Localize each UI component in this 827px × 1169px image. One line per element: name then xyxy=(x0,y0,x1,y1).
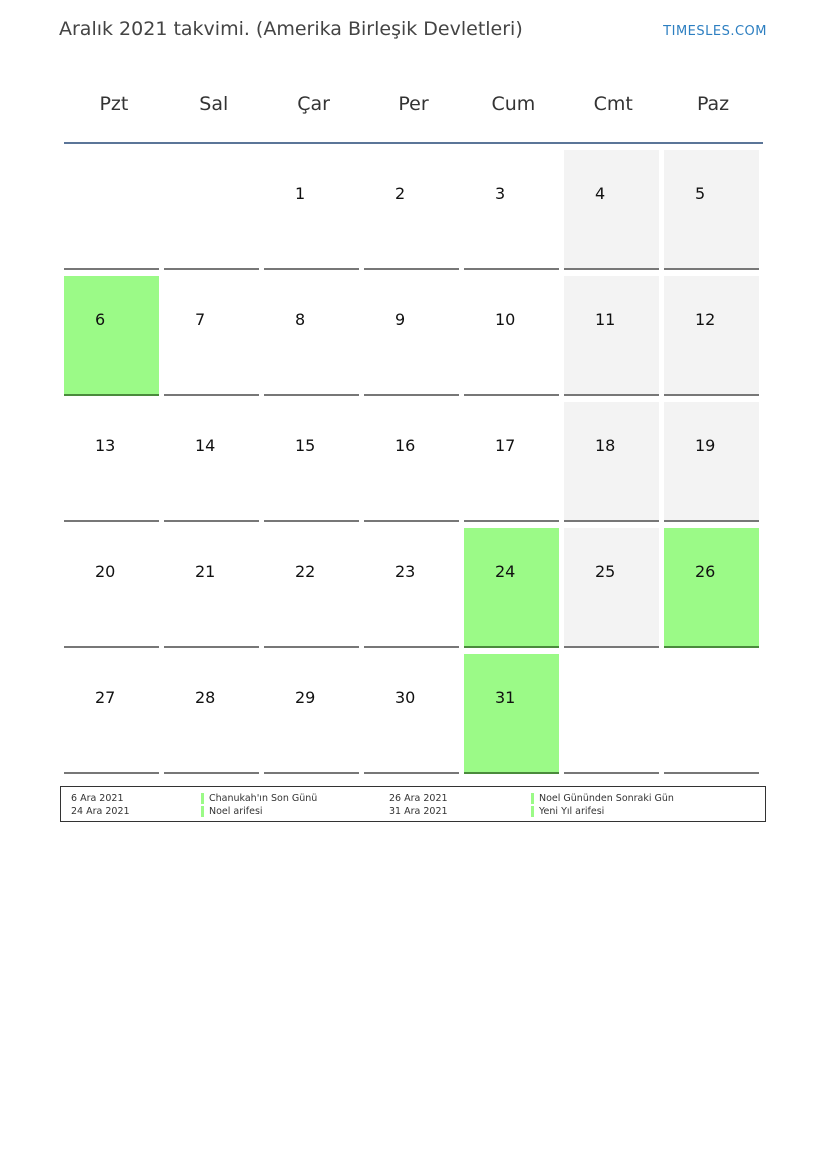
day-cell xyxy=(464,150,559,270)
day-cell xyxy=(164,528,259,648)
day-number: 8 xyxy=(295,310,306,329)
day-number: 28 xyxy=(195,688,216,707)
day-cell xyxy=(164,276,259,396)
legend-date: 6 Ara 2021 xyxy=(71,793,124,804)
day-cell xyxy=(264,528,359,648)
brand-logo-text[interactable]: TIMESLES.COM xyxy=(663,24,767,39)
weekday-label: Cum xyxy=(491,93,536,115)
day-number: 10 xyxy=(495,310,516,329)
legend-holiday-name: Chanukah'ın Son Günü xyxy=(209,793,318,804)
day-cell xyxy=(264,402,359,522)
day-number: 20 xyxy=(95,562,116,581)
day-number: 22 xyxy=(295,562,316,581)
day-number: 24 xyxy=(495,562,516,581)
legend-item xyxy=(61,792,765,805)
calendar xyxy=(64,76,763,774)
page-title: Aralık 2021 takvimi. (Amerika Birleşik Devletleri) xyxy=(59,18,523,40)
legend-item xyxy=(61,805,765,818)
empty-day-cell xyxy=(664,654,759,774)
day-number: 2 xyxy=(395,184,406,203)
legend-date: 24 Ara 2021 xyxy=(71,806,130,817)
legend-holiday-name: Noel Gününden Sonraki Gün xyxy=(539,793,674,804)
day-cell xyxy=(64,528,159,648)
day-number: 3 xyxy=(495,184,506,203)
day-cell xyxy=(564,150,659,270)
weekday-label: Çar xyxy=(297,93,330,115)
day-cell xyxy=(64,654,159,774)
day-cell xyxy=(164,654,259,774)
day-number: 7 xyxy=(195,310,206,329)
empty-day-cell xyxy=(164,150,259,270)
day-cell xyxy=(664,150,759,270)
day-number: 11 xyxy=(595,310,616,329)
day-cell xyxy=(664,276,759,396)
day-number: 18 xyxy=(595,436,616,455)
legend-date: 31 Ara 2021 xyxy=(389,806,448,817)
weekday-label: Pzt xyxy=(99,93,129,115)
day-number: 19 xyxy=(695,436,716,455)
day-number: 14 xyxy=(195,436,216,455)
day-cell xyxy=(464,402,559,522)
legend-color-swatch xyxy=(531,806,534,817)
day-cell xyxy=(464,654,559,774)
day-number: 31 xyxy=(495,688,516,707)
day-cell xyxy=(564,528,659,648)
day-cell xyxy=(364,276,459,396)
day-cell xyxy=(364,654,459,774)
day-cell xyxy=(464,276,559,396)
weekday-label: Sal xyxy=(199,93,229,115)
day-cell xyxy=(464,528,559,648)
day-cell xyxy=(664,528,759,648)
empty-day-cell xyxy=(564,654,659,774)
day-number: 4 xyxy=(595,184,606,203)
day-number: 1 xyxy=(295,184,306,203)
empty-day-cell xyxy=(64,150,159,270)
holiday-legend xyxy=(60,786,766,822)
day-cell xyxy=(64,276,159,396)
day-number: 5 xyxy=(695,184,706,203)
day-cell xyxy=(264,276,359,396)
day-number: 16 xyxy=(395,436,416,455)
day-grid xyxy=(64,150,763,774)
day-number: 13 xyxy=(95,436,116,455)
day-cell xyxy=(364,150,459,270)
day-number: 6 xyxy=(95,310,106,329)
day-number: 15 xyxy=(295,436,316,455)
legend-date: 26 Ara 2021 xyxy=(389,793,448,804)
weekday-label: Per xyxy=(398,93,429,115)
day-number: 27 xyxy=(95,688,116,707)
day-number: 26 xyxy=(695,562,716,581)
day-number: 9 xyxy=(395,310,406,329)
day-number: 25 xyxy=(595,562,616,581)
day-number: 17 xyxy=(495,436,516,455)
weekday-header xyxy=(64,76,763,144)
day-cell xyxy=(364,402,459,522)
day-cell xyxy=(664,402,759,522)
day-cell xyxy=(564,276,659,396)
day-number: 23 xyxy=(395,562,416,581)
legend-holiday-name: Yeni Yıl arifesi xyxy=(539,806,605,817)
weekday-label: Paz xyxy=(696,93,730,115)
day-cell xyxy=(264,150,359,270)
day-number: 12 xyxy=(695,310,716,329)
day-number: 21 xyxy=(195,562,216,581)
day-number: 29 xyxy=(295,688,316,707)
legend-color-swatch xyxy=(531,793,534,804)
day-cell xyxy=(264,654,359,774)
day-number: 30 xyxy=(395,688,416,707)
day-cell xyxy=(164,402,259,522)
legend-holiday-name: Noel arifesi xyxy=(209,806,263,817)
day-cell xyxy=(64,402,159,522)
day-cell xyxy=(364,528,459,648)
weekday-label: Cmt xyxy=(593,93,633,115)
day-cell xyxy=(564,402,659,522)
